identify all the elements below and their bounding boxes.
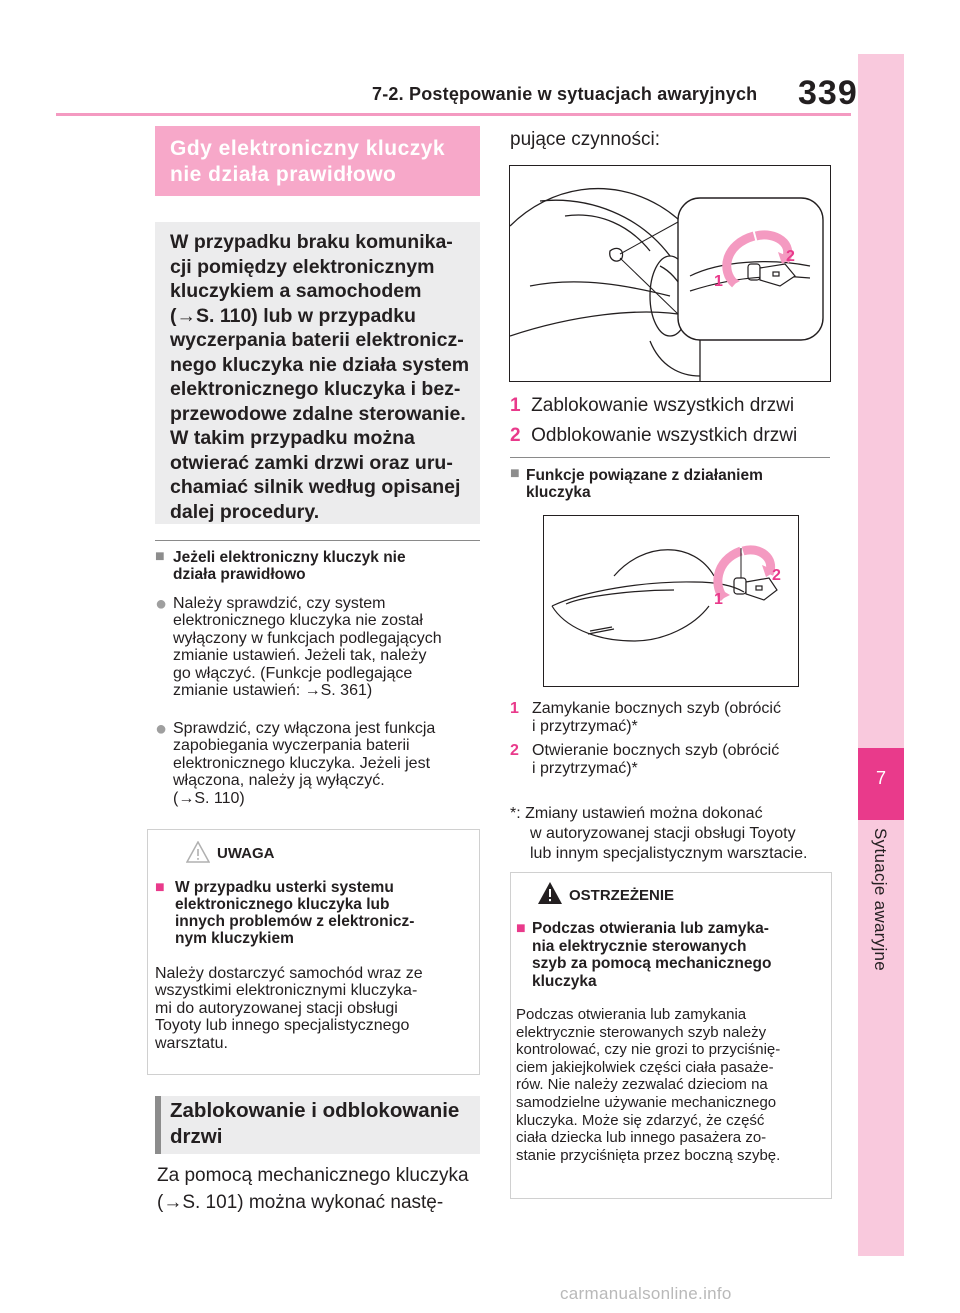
intro-line: otwierać zamki drzwi oraz uru-: [170, 451, 453, 474]
caption-item: [510, 422, 840, 449]
intro-line: dalej procedury.: [170, 500, 320, 523]
bullet-line: wyłączony w funkcjach podlegających: [173, 629, 442, 647]
chapter-label-text: Sytuacje awaryjne: [871, 828, 890, 972]
warning-body: [516, 1006, 828, 1164]
notice-heading-line: W przypadku usterki systemu: [175, 879, 394, 896]
subsection-heading-line: działa prawidłowo: [173, 566, 306, 583]
notice-body-line: wszystkimi elektronicznymi kluczyka-: [155, 982, 418, 1000]
bullet-line: zmianie ustawień. Jeżeli tak, należy: [173, 647, 427, 665]
footnote-line: lub innym specjalistycznym warsztacie.: [530, 845, 808, 862]
door-handle-illustration: [544, 516, 798, 686]
car-door-illustration: [510, 166, 830, 381]
page-number: 339: [798, 74, 858, 112]
bullet-item: [173, 720, 483, 807]
caption-line: Otwieranie bocznych szyb (obrócić: [532, 742, 780, 759]
warning-body-line: samodzielne używanie mechanicznego: [516, 1093, 777, 1111]
warning-body-line: elektrycznie sterowanych szyb należy: [516, 1023, 767, 1041]
notice-body-line: warsztatu.: [155, 1034, 228, 1052]
bullet-line: zapobiegania wyczerpania baterii: [173, 737, 410, 755]
round-bullet-icon: ●: [155, 593, 168, 615]
footnote-line: w autoryzowanej stacji obsługi Toyoty: [530, 825, 796, 842]
notice-heading-line: innych problemów z elektronicz-: [175, 913, 415, 930]
caption-number: 2: [510, 425, 521, 446]
warning-heading-line: Podczas otwierania lub zamyka-: [532, 920, 769, 937]
figure1-captions: [510, 392, 840, 449]
caption-number: 2: [510, 742, 519, 759]
intro-line: chamiać silnik według opisanej: [170, 476, 461, 498]
intro-line: wyczerpania baterii elektronicz-: [170, 329, 464, 351]
notice-body-line: mi do autoryzowanej stacji obsługi: [155, 999, 398, 1017]
subsection-heading-line: Jeżeli elektroniczny kluczyk nie: [173, 549, 406, 566]
warning-heading-line: kluczyka: [532, 972, 597, 990]
warning-heading-line: szyb za pomocą mechanicznego: [532, 955, 772, 972]
round-bullet-icon: ●: [155, 718, 168, 740]
caption-line: Zamykanie bocznych szyb (obrócić: [532, 700, 781, 717]
warning-triangle-icon: [537, 881, 563, 905]
figure2-captions: [510, 700, 830, 778]
square-bullet-icon: ■: [155, 879, 165, 896]
caption-number: 1: [510, 395, 521, 416]
section-title: 7-2. Postępowanie w sytuacjach awaryjnych: [372, 84, 758, 104]
header-divider: [56, 113, 851, 116]
notice-body-line: Należy dostarczyć samochód wraz ze: [155, 965, 423, 982]
chapter-number-tab: 7: [858, 748, 904, 820]
section-heading: [170, 136, 480, 188]
warning-body-line: kluczyka. Może się zdarzyć, że część: [516, 1111, 765, 1129]
square-bullet-icon: ■: [510, 465, 520, 482]
notice-title: UWAGA: [217, 845, 275, 862]
notice-heading-line: nym kluczykiem: [175, 930, 294, 947]
warning-body-line: ciała dziecka lub innego pasażera zo-: [516, 1129, 767, 1147]
bullet-line: Sprawdzić, czy włączona jest funkcja: [173, 720, 436, 737]
intro-line: kluczykiem a samochodem: [170, 280, 422, 302]
lock-heading-line: Zablokowanie i odblokowanie: [170, 1099, 460, 1122]
chapter-label: [858, 828, 904, 988]
footnote-line: *: Zmiany ustawień można dokonać: [510, 805, 763, 822]
notice-heading-line: elektronicznego kluczyka lub: [175, 896, 390, 913]
caption-text: [532, 742, 779, 778]
door-lock-figure: [509, 165, 831, 382]
square-bullet-icon: ■: [516, 920, 526, 937]
warning-body-line: kontrolować, czy nie grozi to przyciśnię-: [516, 1041, 781, 1059]
caption-text: Odblokowanie wszystkich drzwi: [531, 425, 798, 446]
intro-line: (→S. 110) lub w przypadku: [170, 304, 416, 327]
divider: [510, 457, 830, 458]
caption-item: [510, 392, 840, 419]
caution-triangle-icon: [186, 841, 210, 863]
caption-item: [510, 700, 830, 736]
figure-label: 2: [772, 567, 781, 584]
warning-title: OSTRZEŻENIE: [569, 887, 675, 904]
subsection-heading-line: Funkcje powiązane z działaniem: [526, 467, 763, 484]
section-heading-line: nie działa prawidłowo: [170, 163, 397, 186]
warning-body-line: stanie przyciśnięta przez boczną szybę.: [516, 1146, 781, 1164]
warning-body-line: rów. Nie należy zezwalać dzieciom na: [516, 1076, 768, 1094]
bullet-line: Należy sprawdzić, czy system: [173, 595, 386, 612]
lock-intro-line: Za pomocą mechanicznego kluczyka: [157, 1165, 469, 1186]
intro-line: cji pomiędzy elektronicznym: [170, 255, 435, 278]
intro-line: przewodowe zdalne sterowanie.: [170, 402, 466, 425]
warning-body-line: ciem jakiejkolwiek części ciała pasaże-: [516, 1058, 774, 1076]
section-heading-line: Gdy elektroniczny kluczyk: [170, 137, 446, 160]
lock-heading-line: drzwi: [170, 1125, 223, 1148]
bullet-line: elektronicznego kluczyka. Jeżeli jest: [173, 754, 431, 772]
watermark: carmanualsonline.info: [560, 1284, 732, 1303]
notice-body: [155, 965, 475, 1052]
subsection-heading: [526, 467, 826, 501]
intro-line: W przypadku braku komunika-: [170, 231, 453, 253]
chapter-side-strip: [858, 54, 904, 1256]
lock-section-heading: [170, 1098, 475, 1150]
bullet-line: włączona, należy ją wyłączyć.: [173, 772, 385, 790]
intro-line: nego kluczyka nie działa system: [170, 353, 470, 376]
bullet-line: go włączyć. (Funkcje podlegające: [173, 664, 413, 682]
figure-label: 1: [714, 591, 723, 608]
bullet-line: (→S. 110): [173, 789, 245, 807]
notice-heading: [175, 879, 475, 947]
continued-text: pujące czynności:: [510, 129, 660, 150]
subsection-heading-line: kluczyka: [526, 484, 591, 501]
square-bullet-icon: ■: [155, 548, 165, 565]
subsection-heading: [173, 549, 478, 583]
window-function-figure: [543, 515, 799, 687]
notice-body-line: Toyoty lub innego specjalistycznego: [155, 1017, 410, 1035]
intro-line: W takim przypadku można: [170, 427, 415, 449]
bullet-line: elektronicznego kluczyka nie został: [173, 612, 423, 630]
caption-text: Zablokowanie wszystkich drzwi: [531, 395, 795, 416]
figure-label: 1: [714, 273, 723, 290]
footnote: [510, 804, 840, 864]
intro-line: elektronicznego kluczyka i bez-: [170, 378, 461, 400]
lock-intro-line: (→S. 101) można wykonać nastę-: [157, 1192, 444, 1213]
figure-label: 2: [786, 248, 795, 265]
warning-body-line: Podczas otwierania lub zamykania: [516, 1006, 747, 1023]
divider: [155, 540, 480, 541]
caption-line: i przytrzymać)*: [532, 718, 638, 735]
bullet-item: [173, 595, 483, 699]
lock-intro: [157, 1162, 482, 1216]
warning-heading-line: nia elektrycznie sterowanych: [532, 937, 747, 955]
bullet-line: zmianie ustawień: →S. 361): [173, 682, 373, 700]
caption-number: 1: [510, 700, 519, 717]
caption-item: [510, 742, 830, 778]
caption-text: [532, 700, 781, 736]
warning-heading: [532, 920, 827, 990]
caption-line: i przytrzymać)*: [532, 760, 638, 777]
intro-text: [170, 230, 475, 524]
